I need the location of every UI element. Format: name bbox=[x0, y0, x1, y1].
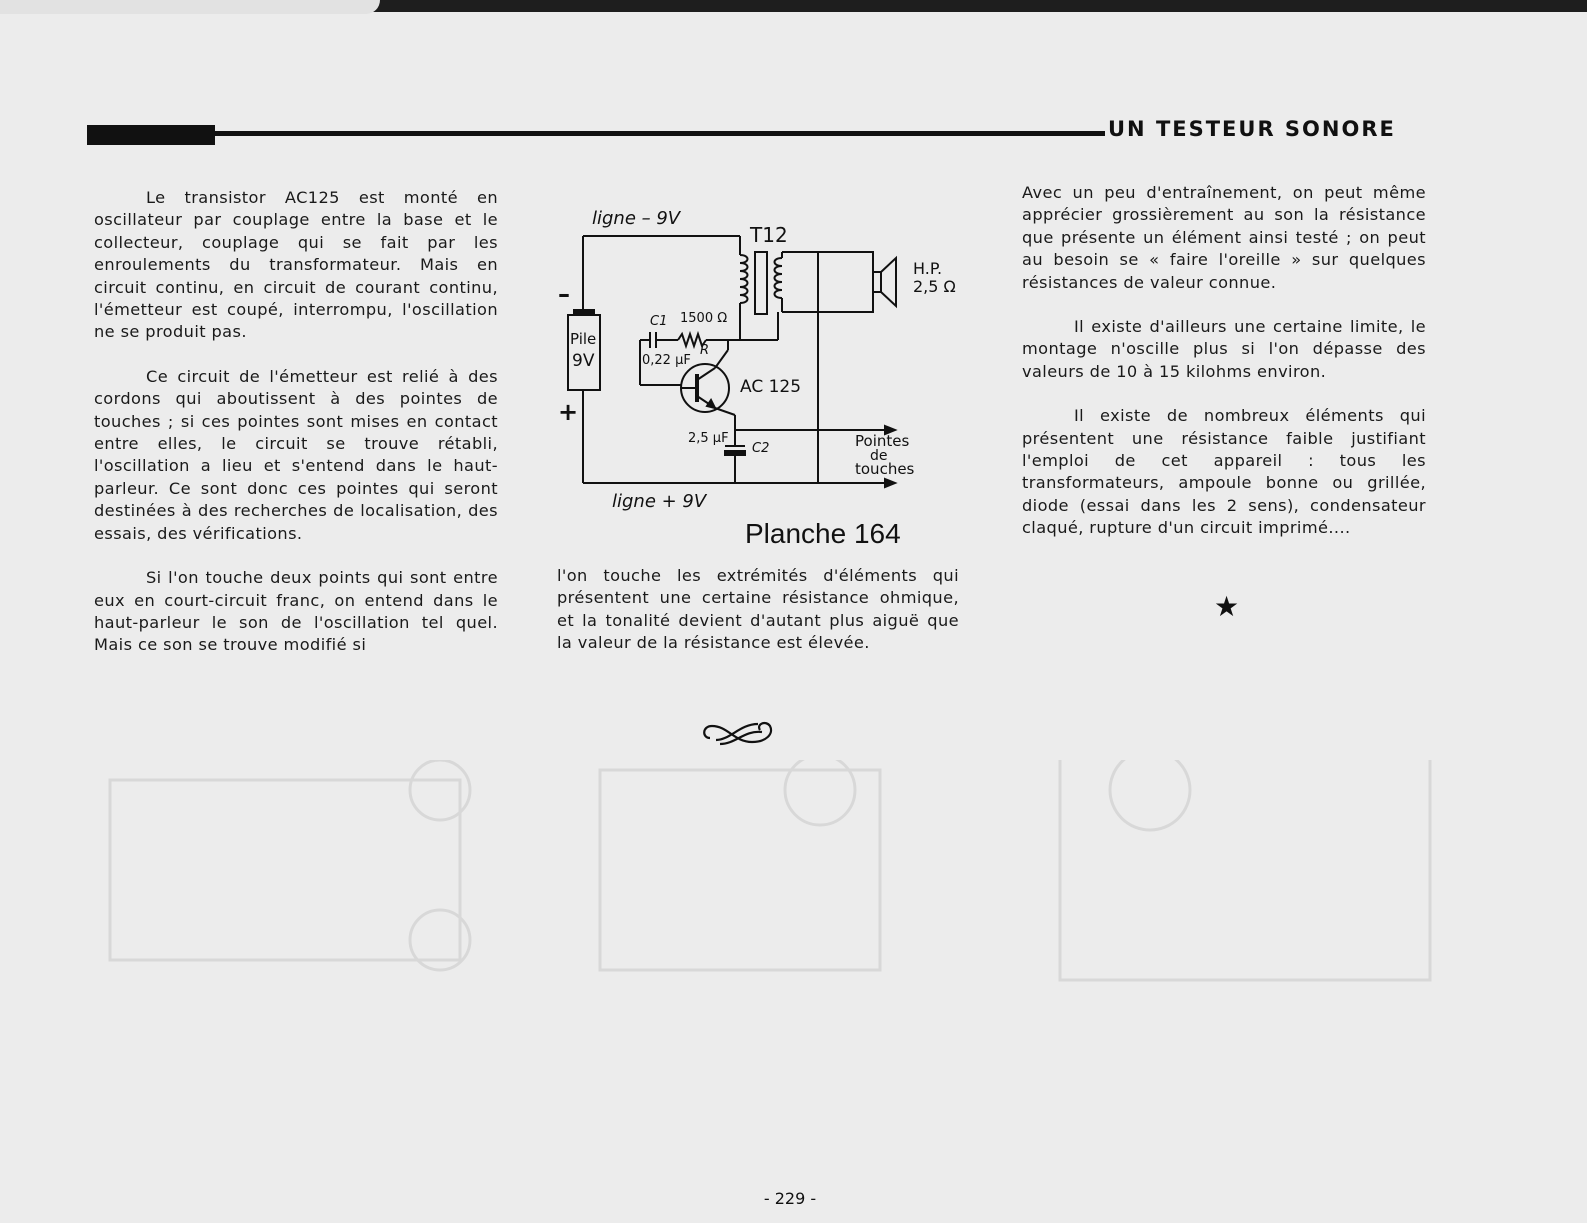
label-battery-voltage: 9V bbox=[572, 351, 595, 371]
page-number: - 229 - bbox=[763, 1189, 817, 1208]
paragraph: Il existe de nombreux éléments qui présentent une résistance faible justifiant l'emploi de cet appareil : tous les transformateurs, ampoule bonne ou grillée, diode (essai dans les 2 sens), condensateur claqué, rupture d'un circuit imprimé.... bbox=[1022, 406, 1426, 538]
paragraph: Ce circuit de l'émetteur est relié à des cordons qui aboutissent à des pointes de touches ; si ces pointes sont mises en contact entre elles, le circuit se trouve rétabli, l'oscillation a lieu et s'entend dans le haut-parleur. Ce sont donc ces pointes qui seront destinées à des recherches de localisation, des essais, des vérifications. bbox=[94, 366, 498, 543]
header-rule-thick bbox=[87, 125, 215, 145]
label-probes-de: de bbox=[870, 448, 888, 464]
bleed-through-shadow bbox=[0, 760, 1587, 1160]
label-transformer: T12 bbox=[750, 223, 788, 247]
paragraph: Il existe d'ailleurs une certaine limite, le montage n'oscille plus si l'on dépasse des valeurs de 10 à 15 kilohms environ. bbox=[1022, 317, 1426, 381]
circuit-schematic bbox=[550, 200, 970, 520]
label-line-negative: ligne – 9V bbox=[592, 208, 681, 229]
flourish-ornament-icon bbox=[700, 716, 780, 750]
label-minus: – bbox=[558, 280, 570, 308]
label-plus: + bbox=[558, 398, 579, 426]
label-c2-value: 2,5 µF bbox=[688, 431, 729, 446]
label-probes-touches: touches bbox=[855, 460, 915, 478]
figure-caption: Planche 164 bbox=[745, 518, 901, 549]
label-line-positive: ligne + 9V bbox=[612, 491, 707, 512]
text-column-left bbox=[94, 187, 498, 679]
label-battery: Pile bbox=[570, 330, 597, 348]
end-star-icon: ★ bbox=[1214, 590, 1240, 623]
scan-page-curl bbox=[0, 0, 380, 14]
paragraph: l'on touche les extrémités d'éléments qui présentent une certaine résistance ohmique, et la tonalité devient d'autant plus aiguë que la valeur de la résistance est élevée. bbox=[557, 566, 959, 653]
label-c2: C2 bbox=[752, 441, 770, 456]
label-speaker: H.P. bbox=[913, 259, 943, 278]
text-column-right bbox=[1022, 182, 1426, 562]
label-speaker-value: 2,5 Ω bbox=[913, 277, 956, 296]
paragraph: Le transistor AC125 est monté en oscillateur par couplage entre la base et le collecteur, couplage qui se fait par les enroulements du transformateur. Mais en circuit continu, en circuit de courant continu, l'émetteur est coupé, interrompu, l'oscillation ne se produit pas. bbox=[94, 188, 498, 342]
label-c1: C1 bbox=[650, 314, 668, 329]
page-title: UN TESTEUR SONORE bbox=[1108, 117, 1396, 141]
label-c1-value: 0,22 µF bbox=[642, 353, 691, 368]
text-column-middle bbox=[557, 565, 959, 677]
header-rule bbox=[210, 131, 1105, 136]
label-r: R bbox=[700, 343, 710, 358]
paragraph: Si l'on touche deux points qui sont entre eux en court-circuit franc, on entend dans le haut-parleur le son de l'oscillation tel quel. Mais ce son se trouve modifié si bbox=[94, 568, 498, 655]
label-transistor: AC 125 bbox=[740, 377, 802, 397]
paragraph: Avec un peu d'entraînement, on peut même apprécier grossièrement au son la résistance que présente un élément ainsi testé ; on peut au besoin se « faire l'oreille » sur quelques résistances de valeur connue. bbox=[1022, 183, 1426, 292]
label-resistor-value: 1500 Ω bbox=[680, 311, 728, 326]
label-probes: Pointes bbox=[855, 432, 910, 450]
